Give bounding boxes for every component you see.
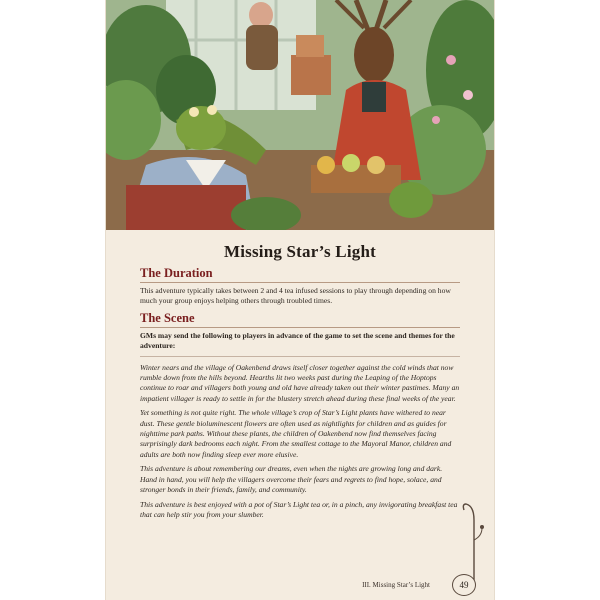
footer-chapter: III. Missing Star’s Light	[362, 581, 430, 589]
boxed-paragraph: Winter nears and the village of Oakenbend draws itself closer together against the cold winds that now rumble down from the hills beyond. Hearths lit two weeks past during the Leaping of the Hoptops continue to roar and villagers both young and old have already taken out their winter pastimes. Many an impatient villager is ready to settle in for the blustery stretch ahead during these final weeks of the year.	[140, 362, 460, 403]
scene-intro-paragraph: GMs may send the following to players in advance of the game to set the scene and themes for the adventure:	[140, 330, 455, 351]
illustration-art	[106, 0, 494, 230]
section-heading-scene: The Scene	[140, 310, 195, 325]
boxed-paragraph: This adventure is about remembering our dreams, even when the nights are growing long and dark. Hand in hand, you will help the villagers overcome their fears and regrets to find hope, solace, and stronger bonds in their friends, family, and community.	[140, 464, 443, 495]
heading-rule	[140, 282, 460, 283]
section-heading-duration: The Duration	[140, 266, 213, 280]
page-content	[140, 232, 460, 524]
heading-rule	[140, 327, 460, 328]
book-page	[106, 0, 494, 600]
read-aloud-box	[140, 356, 460, 521]
page-illustration	[106, 0, 494, 230]
boxed-paragraph: This adventure is best enjoyed with a pot of Star’s Light tea or, in a pinch, any invigorating breakfast tea that can help stir you from your slumber.	[140, 499, 458, 519]
page-footer	[106, 572, 494, 600]
boxed-paragraph: Yet something is not quite right. The whole village’s crop of Star’s Light plants have withered to near dust. These gentle bioluminescent flowers are often used as nightlights for children and as guides for nighttime park paths. Without these plants, the children of Oakenbend now find themselves facing surprisingly dark bedrooms each night. From the smallest cottage to the Mayoral Manor, children and adults are both now finding sleep ever more elusive.	[140, 408, 452, 459]
vine-ornament-icon	[460, 500, 486, 580]
page-number: 49	[452, 574, 476, 596]
page-title: Missing Star’s Light	[224, 242, 376, 261]
duration-paragraph: This adventure typically takes between 2 and 4 tea infused sessions to play through depending on how much your group enjoys helping others through troubled times.	[140, 286, 451, 306]
